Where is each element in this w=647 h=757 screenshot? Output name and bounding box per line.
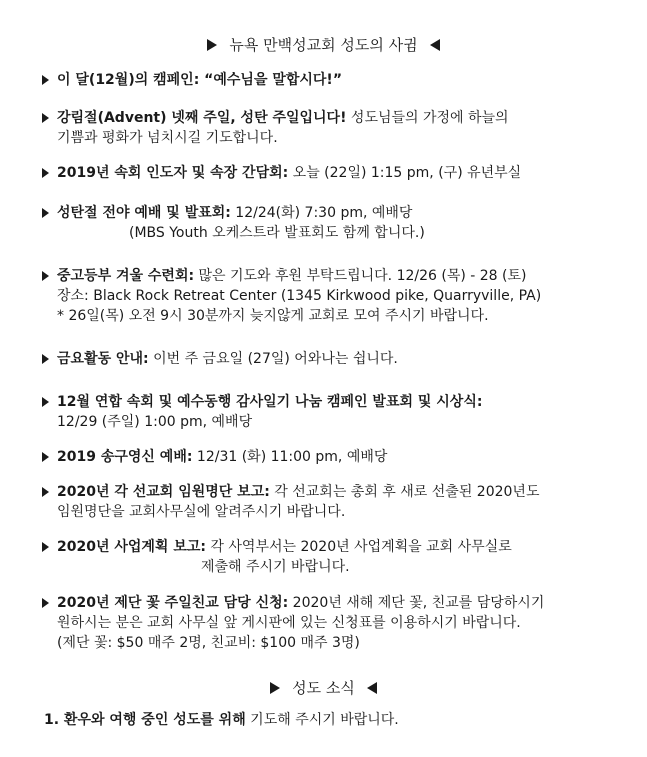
- bullet-triangle-icon: [42, 168, 49, 178]
- notice-item-officer-list: [42, 482, 632, 522]
- notice-text: 각 사역부서는 2020년 사업계획을 교회 사무실로: [205, 539, 512, 555]
- notice-heading: 2019 송구영신 예배:: [57, 449, 193, 465]
- notice-item-youth-retreat: [42, 266, 632, 326]
- news-item-prayer: [44, 710, 634, 730]
- bulletin-title: 뉴욕 만백성교회 성도의 사귐: [229, 36, 418, 54]
- notice-text: 오늘 (22일) 1:15 pm, (구) 유년부실: [288, 165, 522, 181]
- notice-heading: 2019년 속회 인도자 및 속장 간담회:: [57, 165, 289, 181]
- notice-continuation: 기쁨과 평화가 넘치시길 기도합니다.: [57, 130, 278, 146]
- notice-continuation: 원하시는 분은 교회 사무실 앞 게시판에 있는 신청표를 이용하시기 바랍니다.: [57, 615, 521, 631]
- bullet-triangle-icon: [42, 113, 49, 123]
- notice-item-campaign: [42, 70, 632, 90]
- notice-heading: 금요활동 안내:: [57, 351, 149, 367]
- triangle-left-icon: [430, 39, 440, 51]
- bullet-triangle-icon: [42, 598, 49, 608]
- triangle-right-icon: [270, 682, 280, 694]
- bulletin-header: [0, 34, 647, 56]
- notice-heading: 이 달(12월)의 캠페인: “예수님을 말합시다!”: [57, 72, 343, 88]
- notice-text: 각 선교회는 총회 후 새로 선출된 2020년도: [269, 484, 540, 500]
- notice-continuation: * 26일(목) 오전 9시 30분까지 늦지않게 교회로 모여 주시기 바랍니다.: [57, 308, 489, 324]
- bullet-triangle-icon: [42, 487, 49, 497]
- bullet-triangle-icon: [42, 208, 49, 218]
- notice-text: 성도님들의 가정에 하늘의: [346, 110, 509, 126]
- news-header: [0, 677, 647, 699]
- notice-text: 12/31 (화) 11:00 pm, 예배당: [192, 449, 388, 465]
- bullet-triangle-icon: [42, 271, 49, 281]
- notice-heading: 12월 연합 속회 및 예수동행 감사일기 나눔 캠페인 발표회 및 시상식:: [57, 394, 483, 410]
- bullet-triangle-icon: [42, 354, 49, 364]
- triangle-left-icon: [367, 682, 377, 694]
- notice-item-business-plan: [42, 537, 632, 577]
- notice-item-advent: [42, 108, 632, 148]
- notice-continuation: 제출해 주시기 바랍니다.: [201, 559, 350, 575]
- notice-item-new-year-service: [42, 447, 632, 467]
- notice-item-christmas-eve: [42, 203, 632, 243]
- notice-continuation: (제단 꽃: $50 매주 2명, 친교비: $100 매주 3명): [57, 635, 360, 651]
- news-title: 성도 소식: [292, 679, 355, 697]
- notice-item-joint-cell: [42, 392, 632, 432]
- notice-text: 2020년 새해 제단 꽃, 친교를 담당하시기: [288, 595, 545, 611]
- notice-continuation: 임원명단을 교회사무실에 알려주시기 바랍니다.: [57, 504, 346, 520]
- news-heading: 1. 환우와 여행 중인 성도를 위해: [44, 712, 246, 728]
- notice-heading: 성탄절 전야 예배 및 발표회:: [57, 205, 231, 221]
- bullet-triangle-icon: [42, 542, 49, 552]
- notice-heading: 2020년 제단 꽃 주일친교 담당 신청:: [57, 595, 289, 611]
- news-text: 기도해 주시기 바랍니다.: [245, 712, 399, 728]
- notice-text: 12/24(화) 7:30 pm, 예배당: [230, 205, 413, 221]
- notice-text: 많은 기도와 후원 부탁드립니다. 12/26 (목) - 28 (토): [194, 268, 527, 284]
- notice-continuation: 장소: Black Rock Retreat Center (1345 Kirkwood pike, Quarryville, PA): [57, 288, 542, 304]
- notice-continuation: (MBS Youth 오케스트라 발표회도 함께 합니다.): [129, 225, 425, 241]
- notice-heading: 2020년 사업계획 보고:: [57, 539, 206, 555]
- notice-item-friday: [42, 349, 632, 369]
- notice-item-cell-leaders: [42, 163, 632, 183]
- bullet-triangle-icon: [42, 397, 49, 407]
- notice-heading: 중고등부 겨울 수련회:: [57, 268, 195, 284]
- triangle-right-icon: [207, 39, 217, 51]
- notice-heading: 2020년 각 선교회 임원명단 보고:: [57, 484, 270, 500]
- bullet-triangle-icon: [42, 75, 49, 85]
- notice-item-altar-flowers: [42, 593, 632, 653]
- notice-continuation: 12/29 (주일) 1:00 pm, 예배당: [57, 414, 253, 430]
- bullet-triangle-icon: [42, 452, 49, 462]
- notice-heading: 강림절(Advent) 넷째 주일, 성탄 주일입니다!: [57, 110, 347, 126]
- notice-text: 이번 주 금요일 (27일) 어와나는 쉽니다.: [148, 351, 398, 367]
